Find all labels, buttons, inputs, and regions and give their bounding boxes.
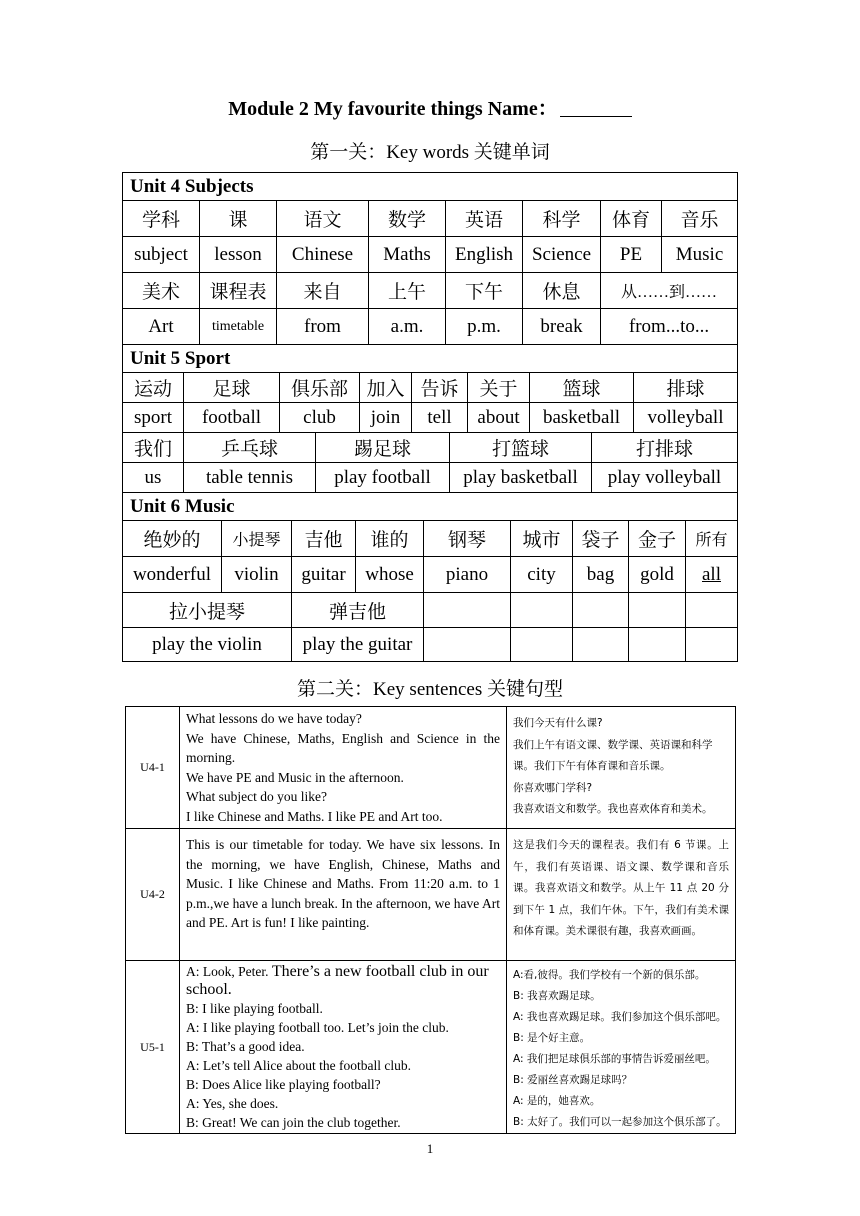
vocab-cell: 来自 bbox=[276, 273, 368, 308]
vocab-cell: 乒乓球 bbox=[183, 433, 315, 462]
unit-5-heading: Unit 5 Sport bbox=[130, 347, 231, 369]
vocab-cell: guitar bbox=[291, 557, 355, 592]
sentence-id: U4-2 bbox=[140, 887, 165, 901]
chinese-line: A: 我也喜欢踢足球。我们参加这个俱乐部吧。 bbox=[513, 1011, 727, 1023]
unit-4-header-row bbox=[123, 173, 737, 201]
vocab-cell: 绝妙的 bbox=[143, 530, 201, 551]
vocab-cell: sport bbox=[134, 406, 172, 428]
unit-5-header-row bbox=[123, 345, 737, 373]
chinese-line: B: 我喜欢踢足球。 bbox=[513, 990, 601, 1002]
english-line: We have PE and Music in the afternoon. bbox=[186, 769, 404, 785]
sentence-row-u4-2 bbox=[126, 829, 735, 961]
sentence-id: U5-1 bbox=[140, 1039, 165, 1054]
vocab-cell: 所有 bbox=[685, 521, 737, 556]
vocab-cell: 语文 bbox=[276, 201, 368, 236]
vocab-cell: 课程表 bbox=[199, 273, 276, 308]
vocab-cell: about bbox=[467, 403, 529, 432]
english-line: A: Look, Peter. There’s a new football club in our school. bbox=[186, 963, 489, 998]
vocab-cell: 体育 bbox=[600, 201, 661, 236]
english-line: We have Chinese, Maths, English and Science in the morning. bbox=[186, 730, 500, 765]
english-line: A: I like playing football too. Let’s join the club. bbox=[186, 1020, 449, 1035]
english-line: What lessons do we have today? bbox=[186, 711, 362, 726]
section-heading-key-sentences: 第二关：Key sentences 关键句型 bbox=[297, 679, 563, 700]
vocab-cell: play the violin bbox=[152, 633, 262, 655]
unit-5-english-row-2 bbox=[123, 463, 737, 493]
vocab-cell: a.m. bbox=[368, 309, 445, 344]
vocab-cell: city bbox=[510, 557, 572, 592]
vocab-cell: Maths bbox=[368, 237, 445, 272]
vocab-cell: 运动 bbox=[133, 379, 172, 400]
vocab-cell-empty bbox=[628, 628, 685, 661]
english-line: B: I like playing football. bbox=[186, 1001, 323, 1016]
vocab-cell: piano bbox=[423, 557, 510, 592]
vocab-cell: English bbox=[445, 237, 522, 272]
unit-4-english-row-1 bbox=[123, 237, 737, 273]
chinese-text bbox=[506, 961, 735, 1133]
sentence-id: U4-1 bbox=[140, 760, 165, 774]
page-number: 1 bbox=[426, 1141, 434, 1156]
sentence-row-u5-1 bbox=[126, 961, 735, 1133]
vocab-cell: club bbox=[279, 403, 359, 432]
vocab-cell: 城市 bbox=[510, 521, 572, 556]
vocab-cell: table tennis bbox=[183, 463, 315, 492]
vocab-cell: play volleyball bbox=[591, 463, 737, 492]
vocab-cell: 关于 bbox=[467, 373, 529, 402]
vocab-cell: us bbox=[144, 466, 162, 488]
vocab-cell: play football bbox=[315, 463, 449, 492]
vocab-cell: 科学 bbox=[522, 201, 600, 236]
vocab-cell: basketball bbox=[529, 403, 633, 432]
chinese-line: B: 是个好主意。 bbox=[513, 1032, 591, 1044]
unit-6-chinese-row-2 bbox=[123, 593, 737, 628]
vocab-cell: 休息 bbox=[522, 273, 600, 308]
english-line: A: Yes, she does. bbox=[186, 1096, 279, 1111]
unit-6-english-row-1 bbox=[123, 557, 737, 593]
vocab-cell: Music bbox=[661, 237, 737, 272]
unit-4-english-row-2 bbox=[123, 309, 737, 345]
vocab-cell: 吉他 bbox=[291, 521, 355, 556]
vocab-cell: 下午 bbox=[445, 273, 522, 308]
vocab-cell: timetable bbox=[199, 309, 276, 344]
unit-6-english-row-2 bbox=[123, 628, 737, 661]
vocab-cell: 袋子 bbox=[572, 521, 628, 556]
vocab-cell: gold bbox=[628, 557, 685, 592]
vocab-cell: 钢琴 bbox=[423, 521, 510, 556]
vocab-cell: 打排球 bbox=[591, 433, 737, 462]
unit-6-heading: Unit 6 Music bbox=[130, 495, 235, 517]
chinese-line: 你喜欢哪门学科? bbox=[513, 781, 593, 794]
vocabulary-table bbox=[122, 172, 738, 662]
unit-5-chinese-row-1 bbox=[123, 373, 737, 403]
vocab-cell-empty bbox=[423, 593, 510, 627]
vocab-cell: volleyball bbox=[633, 403, 737, 432]
vocab-cell: wonderful bbox=[132, 563, 212, 585]
unit-4-chinese-row-1 bbox=[123, 201, 737, 237]
vocab-cell: 音乐 bbox=[661, 201, 737, 236]
vocab-cell: Science bbox=[522, 237, 600, 272]
chinese-line: 我喜欢语文和数学。我也喜欢体育和美术。 bbox=[513, 803, 713, 815]
vocab-cell: 上午 bbox=[368, 273, 445, 308]
vocab-cell: violin bbox=[221, 557, 291, 592]
vocab-cell: 谁的 bbox=[355, 521, 423, 556]
vocab-cell: 美术 bbox=[141, 282, 180, 303]
sentence-row-u4-1 bbox=[126, 707, 735, 829]
vocab-cell: join bbox=[359, 403, 411, 432]
vocab-cell: 课 bbox=[199, 201, 276, 236]
english-line: What subject do you like? bbox=[186, 789, 327, 804]
vocab-cell: all bbox=[685, 557, 737, 592]
vocab-cell-empty bbox=[628, 593, 685, 627]
chinese-line: B: 太好了。我们可以一起参加这个俱乐部了。 bbox=[513, 1116, 727, 1128]
vocab-cell: Chinese bbox=[276, 237, 368, 272]
vocab-cell: from...to... bbox=[600, 309, 737, 344]
vocab-cell: 排球 bbox=[633, 373, 737, 402]
vocab-cell: 数学 bbox=[368, 201, 445, 236]
section-heading-key-words: 第一关：Key words 关键单词 bbox=[310, 142, 550, 163]
name-blank-line bbox=[560, 98, 632, 117]
vocab-cell-empty bbox=[685, 628, 737, 661]
chinese-line: 我们今天有什么课? bbox=[513, 717, 603, 729]
vocab-cell: lesson bbox=[199, 237, 276, 272]
english-text: This is our timetable for today. We have six lessons. In the morning, we have English, Chinese, Maths and Music. I like Chinese and Maths. From 11:20 a.m. to 1 p.m.,we have a lunch break. In the afternoon, we have Art and PE. Art is fun! I like painting. bbox=[179, 829, 506, 960]
vocab-cell: 从……到…… bbox=[600, 273, 737, 308]
vocab-cell-empty bbox=[510, 593, 572, 627]
vocab-cell: from bbox=[276, 309, 368, 344]
chinese-text: 这是我们今天的课程表。我们有 6 节课。上午，我们有英语课、语文课、数学课和音乐课。我喜欢语文和数学。从上午 11 点 20 分到下午 1 点，我们午休。下午，我们有美术课和体育课。美术课很有趣，我喜欢画画。 bbox=[506, 829, 735, 960]
english-line: B: Great! We can join the club together. bbox=[186, 1115, 401, 1130]
vocab-cell: 我们 bbox=[133, 439, 172, 460]
vocab-cell: 弹吉他 bbox=[291, 593, 423, 627]
vocab-cell: 俱乐部 bbox=[279, 373, 359, 402]
vocab-cell: 拉小提琴 bbox=[168, 601, 245, 623]
chinese-line: A: 我们把足球俱乐部的事情告诉爱丽丝吧。 bbox=[513, 1053, 716, 1065]
vocab-cell: PE bbox=[600, 237, 661, 272]
vocab-cell: whose bbox=[355, 557, 423, 592]
unit-5-chinese-row-2 bbox=[123, 433, 737, 463]
vocab-cell-empty bbox=[423, 628, 510, 661]
vocab-cell: subject bbox=[134, 243, 188, 265]
chinese-line: A:看,彼得。我们学校有一个新的俱乐部。 bbox=[513, 969, 706, 981]
unit-6-header-row bbox=[123, 493, 737, 521]
vocab-cell: 踢足球 bbox=[315, 433, 449, 462]
english-text bbox=[179, 961, 506, 1133]
english-line: B: Does Alice like playing football? bbox=[186, 1077, 381, 1092]
english-text bbox=[179, 707, 506, 828]
vocab-cell: p.m. bbox=[445, 309, 522, 344]
chinese-text bbox=[506, 707, 735, 828]
vocab-cell: 英语 bbox=[445, 201, 522, 236]
vocab-cell: 足球 bbox=[183, 373, 279, 402]
english-line: A: Let’s tell Alice about the football club. bbox=[186, 1058, 411, 1073]
vocab-cell: 小提琴 bbox=[221, 521, 291, 556]
vocab-cell: 篮球 bbox=[529, 373, 633, 402]
vocab-cell: football bbox=[183, 403, 279, 432]
vocab-cell: break bbox=[522, 309, 600, 344]
chinese-line: 我们上午有语文课、数学课、英语课和科学课。我们下午有体育课和音乐课。 bbox=[513, 738, 713, 772]
vocab-cell: 打篮球 bbox=[449, 433, 591, 462]
vocab-cell: 学科 bbox=[141, 210, 180, 231]
english-line: I like Chinese and Maths. I like PE and Art too. bbox=[186, 808, 443, 824]
unit-4-chinese-row-2 bbox=[123, 273, 737, 309]
vocab-cell: 加入 bbox=[359, 373, 411, 402]
chinese-line: B: 爱丽丝喜欢踢足球吗？ bbox=[513, 1074, 633, 1086]
unit-4-heading: Unit 4 Subjects bbox=[130, 175, 254, 197]
unit-6-chinese-row-1 bbox=[123, 521, 737, 557]
vocab-cell-empty bbox=[572, 593, 628, 627]
vocab-cell: tell bbox=[411, 403, 467, 432]
vocab-cell-empty bbox=[510, 628, 572, 661]
vocab-cell: play basketball bbox=[449, 463, 591, 492]
vocab-cell-empty bbox=[572, 628, 628, 661]
vocab-cell-empty bbox=[685, 593, 737, 627]
vocab-cell: 告诉 bbox=[411, 373, 467, 402]
vocab-cell: play the guitar bbox=[291, 628, 423, 661]
english-line: B: That’s a good idea. bbox=[186, 1039, 305, 1054]
page-title: Module 2 My favourite things Name： bbox=[0, 92, 860, 121]
vocab-cell: Art bbox=[148, 315, 174, 337]
vocab-cell: 金子 bbox=[628, 521, 685, 556]
vocab-cell: bag bbox=[572, 557, 628, 592]
sentences-table bbox=[125, 706, 736, 1134]
unit-5-english-row-1 bbox=[123, 403, 737, 433]
chinese-line: A: 是的，她喜欢。 bbox=[513, 1095, 601, 1107]
